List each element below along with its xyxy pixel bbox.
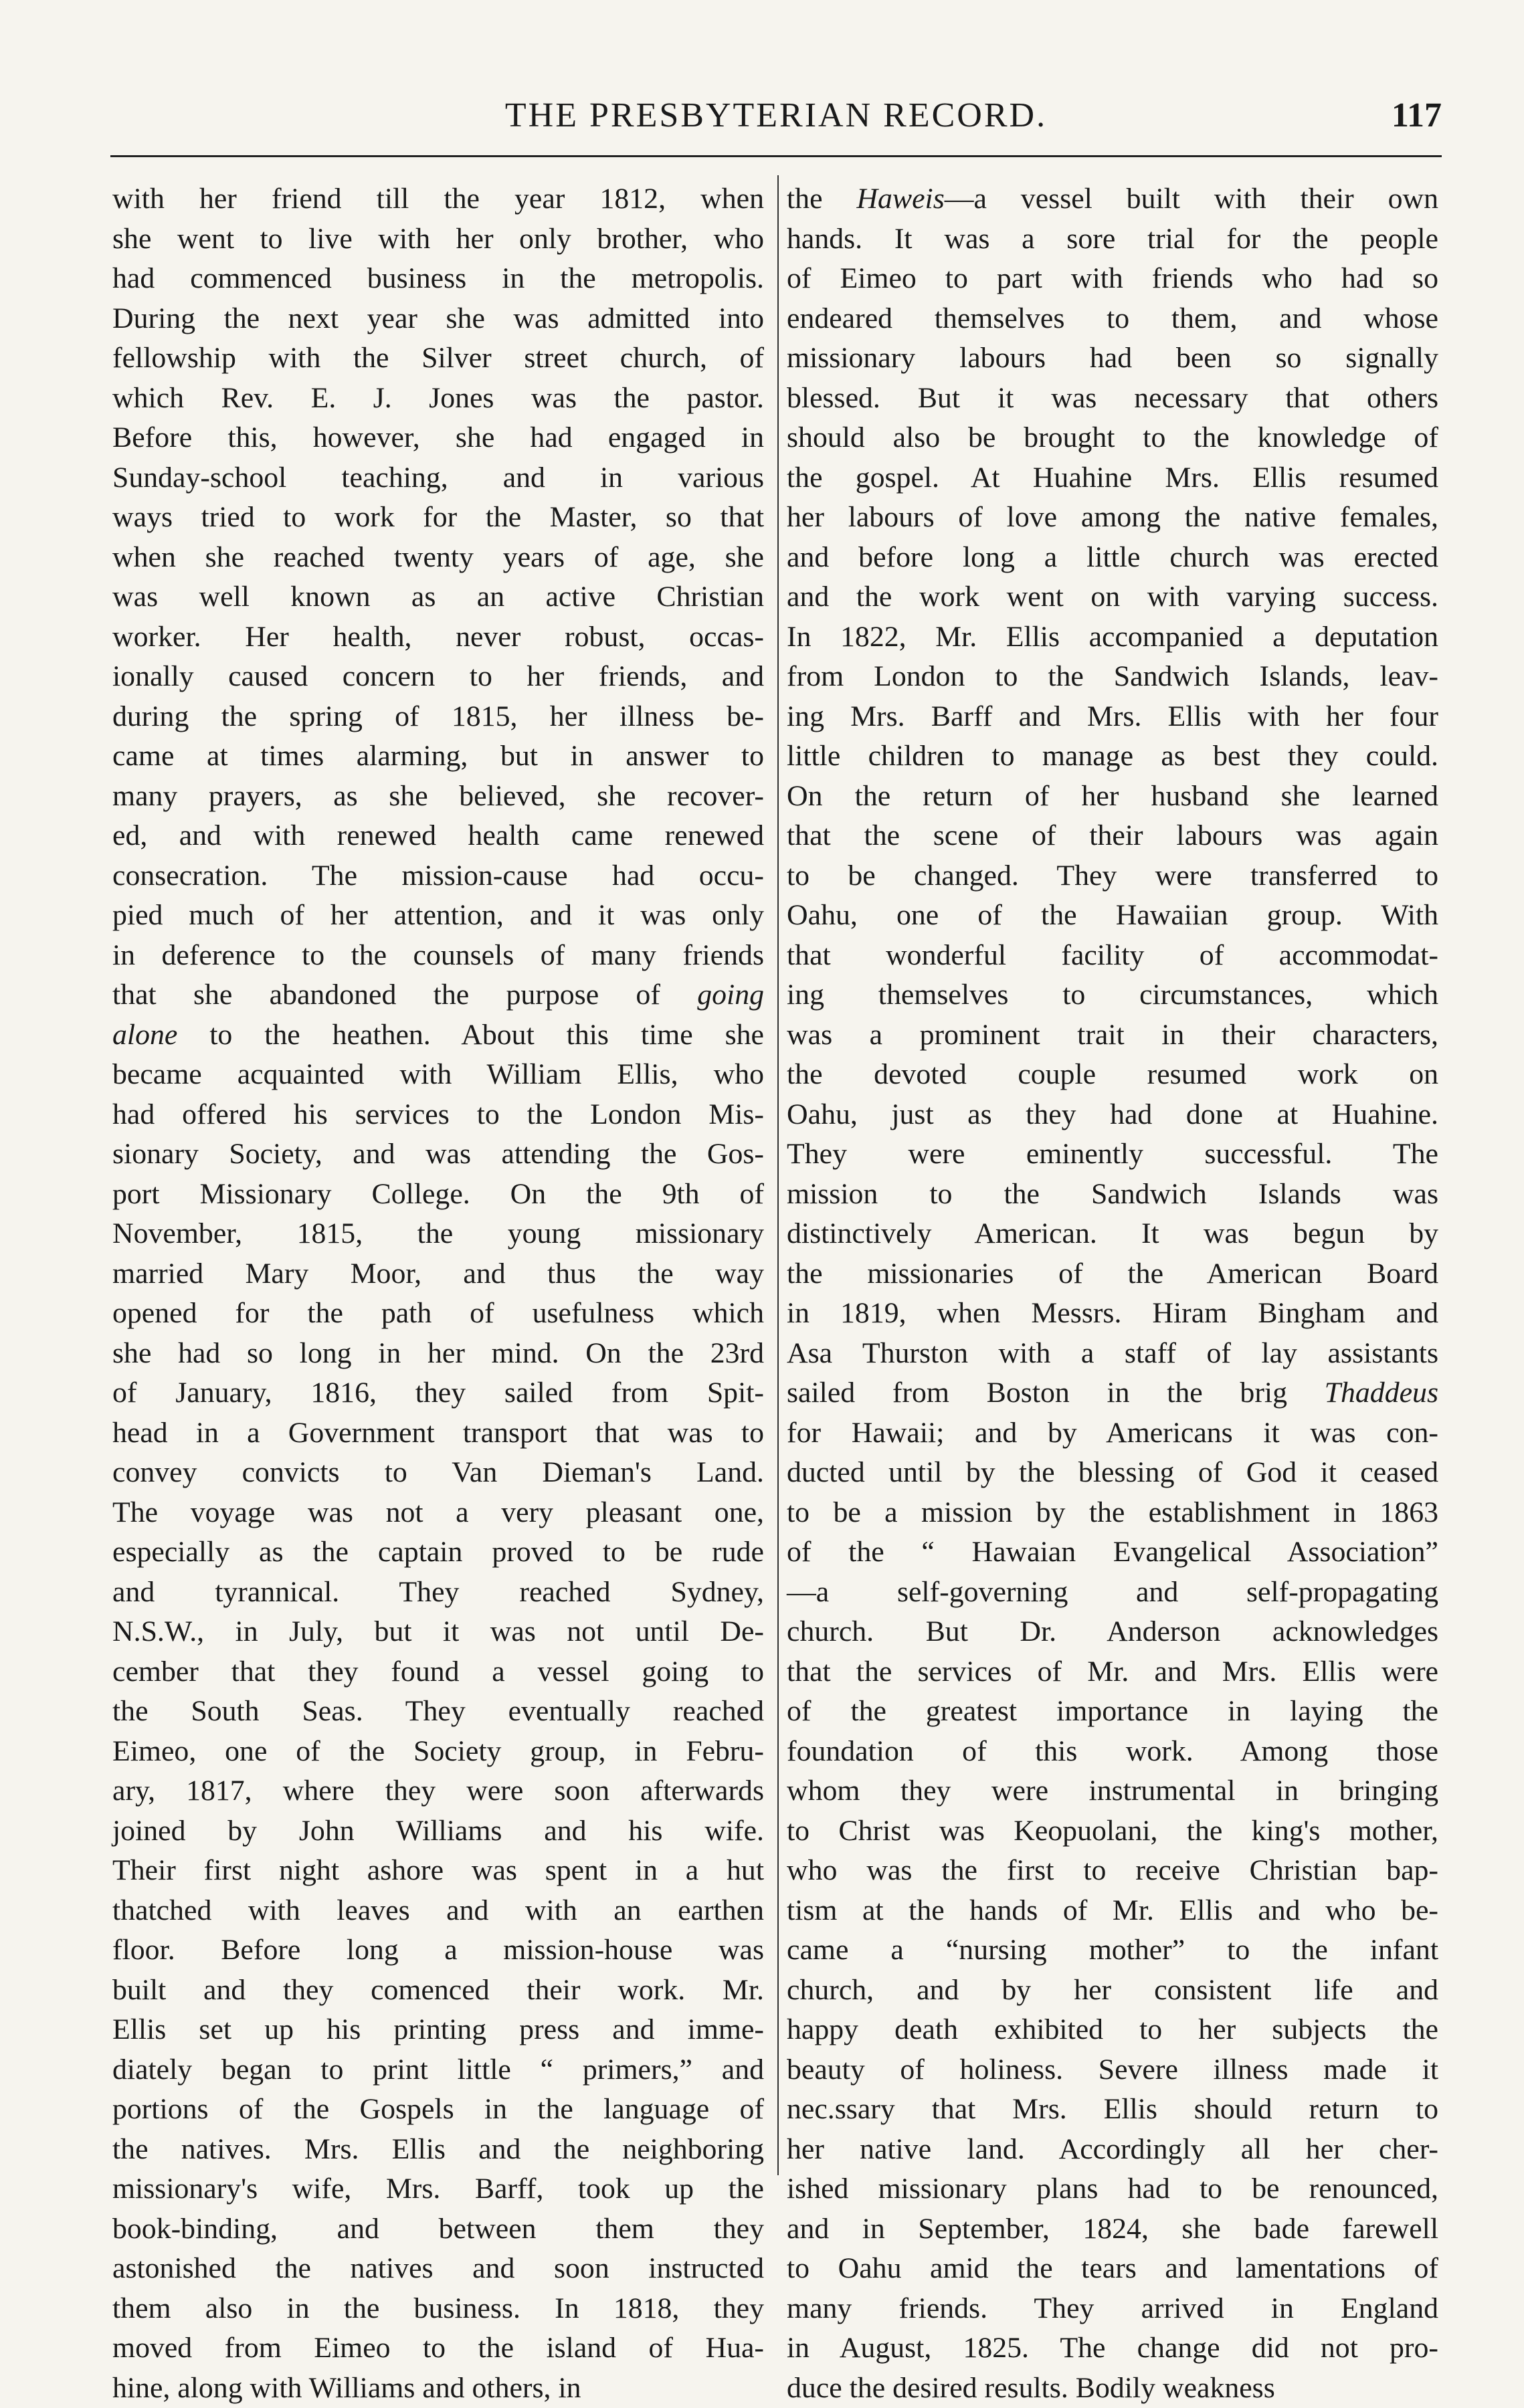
text-line: duce the desired results. Bodily weakness <box>787 2369 1438 2408</box>
text-line: was well known as an active Christian <box>112 577 764 617</box>
text-line: of January, 1816, they sailed from Spit- <box>112 1373 764 1413</box>
text-line: Eimeo, one of the Society group, in Febru- <box>112 1732 764 1772</box>
text-line: Sunday-school teaching, and in various <box>112 458 764 498</box>
text-line: astonished the natives and soon instructed <box>112 2249 764 2289</box>
text-line: port Missionary College. On the 9th of <box>112 1175 764 1215</box>
text-line: of Eimeo to part with friends who had so <box>787 259 1438 299</box>
text-line: worker. Her health, never robust, occas- <box>112 617 764 658</box>
text-line: for Hawaii; and by Americans it was con- <box>787 1413 1438 1453</box>
text-line: consecration. The mission-cause had occu- <box>112 856 764 896</box>
text-line: thatched with leaves and with an earthen <box>112 1891 764 1931</box>
text-line: During the next year she was admitted into <box>112 299 764 339</box>
text-line: ing themselves to circumstances, which <box>787 975 1438 1015</box>
text-line: that the scene of their labours was again <box>787 816 1438 856</box>
text-line: joined by John Williams and his wife. <box>112 1811 764 1851</box>
text-line: many friends. They arrived in England <box>787 2289 1438 2329</box>
text-line: in deference to the counsels of many friends <box>112 936 764 976</box>
text-line: portions of the Gospels in the language of <box>112 2090 764 2130</box>
text-line: became acquainted with William Ellis, who <box>112 1055 764 1095</box>
text-line: ways tried to work for the Master, so that <box>112 498 764 538</box>
text-line: with her friend till the year 1812, when <box>112 179 764 219</box>
text-line: floor. Before long a mission-house was <box>112 1930 764 1971</box>
text-line: Oahu, one of the Hawaiian group. With <box>787 896 1438 936</box>
text-line: missionary's wife, Mrs. Barff, took up the <box>112 2169 764 2209</box>
text-line: who was the first to receive Christian bap- <box>787 1851 1438 1891</box>
text-line: to be changed. They were transferred to <box>787 856 1438 896</box>
column-divider <box>777 175 779 2175</box>
text-line: to Oahu amid the tears and lamentations of <box>787 2249 1438 2289</box>
text-line: endeared themselves to them, and whose <box>787 299 1438 339</box>
text-line: ary, 1817, where they were soon afterwards <box>112 1771 764 1811</box>
text-line: sailed from Boston in the brig Thaddeus <box>787 1373 1438 1413</box>
text-line: little children to manage as best they could. <box>787 736 1438 777</box>
left-column <box>112 179 764 2186</box>
text-line: of the “ Hawaian Evangelical Association” <box>787 1532 1438 1573</box>
text-line: happy death exhibited to her subjects the <box>787 2010 1438 2050</box>
text-line: book-binding, and between them they <box>112 2209 764 2249</box>
text-line: moved from Eimeo to the island of Hua- <box>112 2328 764 2369</box>
text-line: ducted until by the blessing of God it ceased <box>787 1453 1438 1493</box>
header-rule <box>110 155 1442 157</box>
text-line: foundation of this work. Among those <box>787 1732 1438 1772</box>
text-line: the gospel. At Huahine Mrs. Ellis resumed <box>787 458 1438 498</box>
text-line: —a self-governing and self-propagating <box>787 1573 1438 1613</box>
text-line: married Mary Moor, and thus the way <box>112 1254 764 1294</box>
text-line: built and they comenced their work. Mr. <box>112 1971 764 2011</box>
text-line: N.S.W., in July, but it was not until De- <box>112 1612 764 1652</box>
text-line: them also in the business. In 1818, they <box>112 2289 764 2329</box>
text-line: came at times alarming, but in answer to <box>112 736 764 777</box>
text-line: her native land. Accordingly all her cher- <box>787 2130 1438 2170</box>
text-line: convey convicts to Van Dieman's Land. <box>112 1453 764 1493</box>
text-line: church. But Dr. Anderson acknowledges <box>787 1612 1438 1652</box>
page-number: 117 <box>1392 92 1442 139</box>
text-line: blessed. But it was necessary that others <box>787 379 1438 419</box>
text-line: that the services of Mr. and Mrs. Ellis were <box>787 1652 1438 1692</box>
text-line: to be a mission by the establishment in 1863 <box>787 1493 1438 1533</box>
text-line: which Rev. E. J. Jones was the pastor. <box>112 379 764 419</box>
text-line: They were eminently successful. The <box>787 1134 1438 1175</box>
text-line: especially as the captain proved to be rude <box>112 1532 764 1573</box>
text-line: hands. It was a sore trial for the people <box>787 219 1438 260</box>
text-line: ed, and with renewed health came renewed <box>112 816 764 856</box>
text-line: missionary labours had been so signally <box>787 338 1438 379</box>
text-line: The voyage was not a very pleasant one, <box>112 1493 764 1533</box>
text-line: ionally caused concern to her friends, and <box>112 657 764 697</box>
text-line: diately began to print little “ primers,” and <box>112 2050 764 2090</box>
text-line: and in September, 1824, she bade farewell <box>787 2209 1438 2249</box>
text-line: when she reached twenty years of age, she <box>112 538 764 578</box>
text-line: opened for the path of usefulness which <box>112 1294 764 1334</box>
text-line: hine, along with Williams and others, in <box>112 2369 764 2408</box>
text-line: should also be brought to the knowledge of <box>787 418 1438 458</box>
text-line: had commenced business in the metropolis. <box>112 259 764 299</box>
text-line: and tyrannical. They reached Sydney, <box>112 1573 764 1613</box>
text-line: she went to live with her only brother, who <box>112 219 764 260</box>
text-line: came a “nursing mother” to the infant <box>787 1930 1438 1971</box>
text-line: church, and by her consistent life and <box>787 1971 1438 2011</box>
text-line: Oahu, just as they had done at Huahine. <box>787 1095 1438 1135</box>
text-line: the Haweis—a vessel built with their own <box>787 179 1438 219</box>
text-line: Before this, however, she had engaged in <box>112 418 764 458</box>
text-line: sionary Society, and was attending the Gos- <box>112 1134 764 1175</box>
publication-title: THE PRESBYTERIAN RECORD. <box>110 92 1442 139</box>
text-line: many prayers, as she believed, she recover- <box>112 777 764 817</box>
text-line: fellowship with the Silver street church, of <box>112 338 764 379</box>
text-line: the South Seas. They eventually reached <box>112 1692 764 1732</box>
text-line: the missionaries of the American Board <box>787 1254 1438 1294</box>
text-line: ished missionary plans had to be renounced, <box>787 2169 1438 2209</box>
text-line: her labours of love among the native females, <box>787 498 1438 538</box>
text-line: nec.ssary that Mrs. Ellis should return to <box>787 2090 1438 2130</box>
text-line: that she abandoned the purpose of going <box>112 975 764 1015</box>
text-line: she had so long in her mind. On the 23rd <box>112 1334 764 1374</box>
text-line: beauty of holiness. Severe illness made it <box>787 2050 1438 2090</box>
text-line: in August, 1825. The change did not pro- <box>787 2328 1438 2369</box>
text-line: to Christ was Keopuolani, the king's mother, <box>787 1811 1438 1851</box>
text-line: cember that they found a vessel going to <box>112 1652 764 1692</box>
text-line: On the return of her husband she learned <box>787 777 1438 817</box>
text-line: from London to the Sandwich Islands, leav- <box>787 657 1438 697</box>
text-line: and before long a little church was erected <box>787 538 1438 578</box>
text-line: that wonderful facility of accommodat- <box>787 936 1438 976</box>
text-line: the natives. Mrs. Ellis and the neighboring <box>112 2130 764 2170</box>
text-line: in 1819, when Messrs. Hiram Bingham and <box>787 1294 1438 1334</box>
text-line: Asa Thurston with a staff of lay assistants <box>787 1334 1438 1374</box>
text-line: In 1822, Mr. Ellis accompanied a deputation <box>787 617 1438 658</box>
text-line: Ellis set up his printing press and imme- <box>112 2010 764 2050</box>
text-line: ing Mrs. Barff and Mrs. Ellis with her four <box>787 697 1438 737</box>
text-line: during the spring of 1815, her illness be- <box>112 697 764 737</box>
text-line: whom they were instrumental in bringing <box>787 1771 1438 1811</box>
text-line: tism at the hands of Mr. Ellis and who be- <box>787 1891 1438 1931</box>
text-line: was a prominent trait in their characters, <box>787 1015 1438 1056</box>
text-line: had offered his services to the London Mis- <box>112 1095 764 1135</box>
text-line: distinctively American. It was begun by <box>787 1214 1438 1254</box>
text-line: of the greatest importance in laying the <box>787 1692 1438 1732</box>
page-header <box>110 92 1442 139</box>
text-line: Their first night ashore was spent in a hut <box>112 1851 764 1891</box>
text-line: mission to the Sandwich Islands was <box>787 1175 1438 1215</box>
text-line: and the work went on with varying success. <box>787 577 1438 617</box>
text-line: November, 1815, the young missionary <box>112 1214 764 1254</box>
text-line: head in a Government transport that was to <box>112 1413 764 1453</box>
text-line: alone to the heathen. About this time she <box>112 1015 764 1056</box>
text-line: pied much of her attention, and it was only <box>112 896 764 936</box>
text-line: the devoted couple resumed work on <box>787 1055 1438 1095</box>
right-column <box>787 179 1438 2186</box>
